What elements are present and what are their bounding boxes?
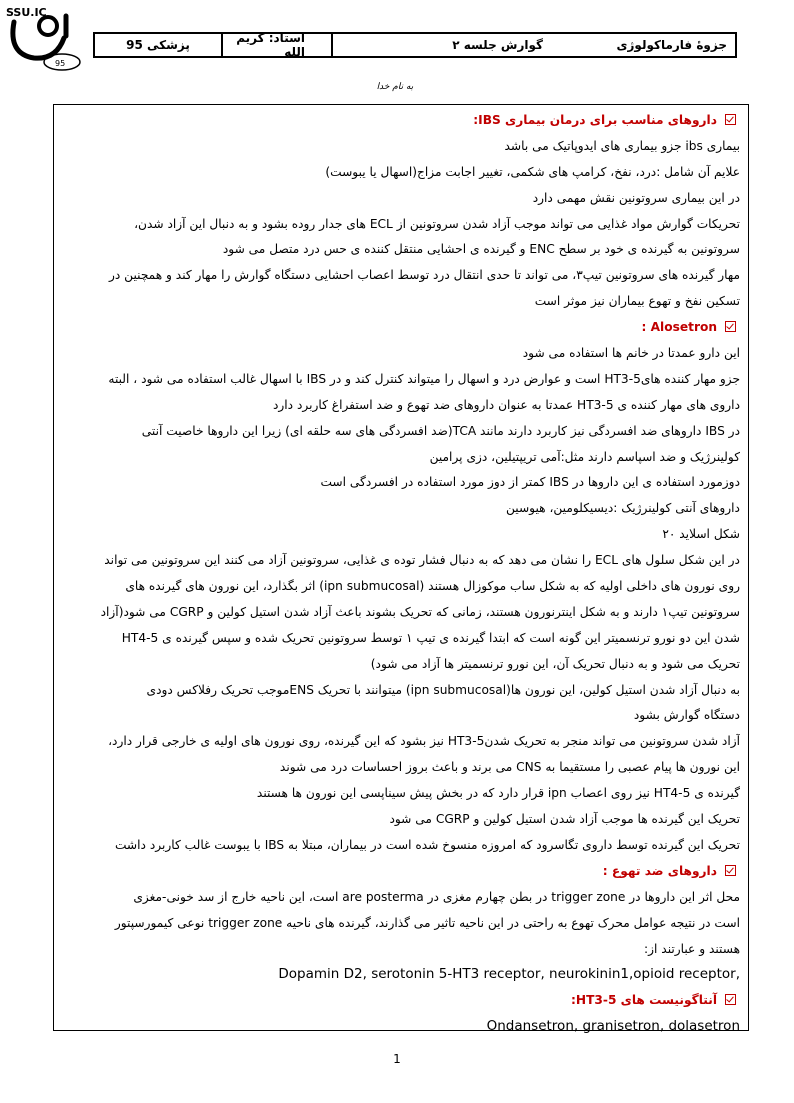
section-heading-text: داروهای ضد تهوع : xyxy=(602,863,717,878)
text-line: تحریک این گیرنده توسط داروی تگاسرود که امروزه منسوخ شده است در بیماران، مبتلا به IBS با یبوست غالب کاربرد داشت xyxy=(114,837,740,852)
logo-graphic xyxy=(4,2,96,74)
text-line: است در نتیجه عوامل محرک تهوع به راحتی در این ناحیه تاثیر می گذارند، گیرنده های ناحیه trigger zone نوعی کیمورسپتور xyxy=(114,915,740,930)
class-label: پزشکی 95 xyxy=(95,34,223,56)
session-title: گوارش جلسه ۲ xyxy=(452,38,543,52)
ssu-logo xyxy=(4,2,96,74)
notes-body xyxy=(53,104,749,1035)
section-heading xyxy=(60,108,740,134)
text-line: روی نورون های داخلی اولیه که به شکل ساب موکوزال هستند (ipn submucosal) اثر بگذارد، این نورون های گیرنده های xyxy=(125,579,740,594)
text-line: سروتونین تیپ۱ دارند و به شکل اینترنورون هستند، زمانی که تحریک بشوند باعث آزاد شدن استیل کولین و CGRP می شود(آزاد xyxy=(100,604,740,619)
checkbox-icon xyxy=(725,114,736,125)
text-line: شکل اسلاید ۲۰ xyxy=(662,527,740,542)
section-heading xyxy=(60,315,740,341)
text-line: در این بیماری سروتونین نقش مهمی دارد xyxy=(532,190,740,205)
text-line: محل اثر این داروها در trigger zone در بطن چهارم مغزی در are posterma است، این ناحیه خارج از سد خونی-مغزی xyxy=(133,889,740,904)
text-line: تسکین نفخ و تهوع بیماران نیز موثر است xyxy=(534,294,740,309)
course-title: جزوهٔ فارماکولوژی xyxy=(616,38,727,52)
text-line: داروی های مهار کننده ی 5-HT3 عمدتا به عنوان داروهای ضد تهوع و ضد استفراغ کاربرد دارد xyxy=(272,397,740,412)
text-line: در IBS داروهای ضد افسردگی نیز کاربرد دارند مانند TCA(ضد افسردگی های سه حلقه ای) زیرا این داروها خاصیت آنتی xyxy=(141,423,740,438)
text-line: بیماری ibs جزو بیماری های ایدوپاتیک می باشد xyxy=(504,138,740,153)
text-line: این دارو عمدتا در خانم ها استفاده می شود xyxy=(522,346,740,361)
text-line: کولینرژیک و ضد اسپاسم دارند مثل:آمی تریپتیلین، دزی پرامین xyxy=(429,449,740,464)
text-line: دوزمورد استفاده ی این داروها در IBS کمتر از دوز مورد استفاده در افسردگی است xyxy=(320,475,740,490)
section-heading-text: آنتاگونیست های 5-HT3: xyxy=(571,993,717,1008)
text-line: علایم آن شامل :درد، نفخ، کرامپ های شکمی، تغییر اجابت مزاج(اسهال یا یبوست) xyxy=(325,164,740,179)
page-number: 1 xyxy=(393,1052,401,1066)
text-line: آزاد شدن سروتونین می تواند منجر به تحریک شدن5-HT3 نیز بشود که این گیرنده، روی نورون های اولیه ی خارجی قرار دارد، xyxy=(108,734,740,749)
teacher-name: استاد: کریم الله xyxy=(223,34,333,56)
latin-text-line: Dopamin D2, serotonin 5-HT3 receptor, neurokinin1,opioid receptor, xyxy=(278,966,740,983)
svg-text:95: 95 xyxy=(55,59,66,68)
checkbox-icon xyxy=(725,865,736,876)
bismillah: به نام خدا xyxy=(376,82,414,92)
text-line: مهار گیرنده های سروتونین تیپ۳، می تواند تا حدی انتقال درد توسط اعصاب احشایی دستگاه گوارش را مهار کند و همچنین در xyxy=(109,268,740,283)
section-heading-text: داروهای مناسب برای درمان بیماری IBS: xyxy=(473,113,717,127)
text-line: شدن این دو نورو ترنسمیتر این گونه است که ابتدا گیرنده ی تیپ ۱ توسط سروتونین تحریک شده و سپس گیرنده ی 5-HT4 xyxy=(121,630,740,645)
text-line: سروتونین به گیرنده ی خود بر سطح ENC و گیرنده ی احشایی منتقل کننده ی حس درد متصل می شود xyxy=(222,242,740,257)
text-line: دستگاه گوارش بشود xyxy=(633,708,740,723)
text-line: گیرنده ی 5-HT4 نیز روی اعصاب ipn قرار دارد که در بخش پیش سیناپسی این نورون ها هستند xyxy=(256,786,740,801)
text-line: این نورون ها پیام عصبی را مستقیما به CNS می برند و باعث بروز احساسات درد می شوند xyxy=(279,760,740,775)
checkbox-icon xyxy=(725,994,736,1005)
text-line: داروهای آنتی کولینرژیک :دیسیکلومین، هیوسین xyxy=(506,501,740,516)
section-heading xyxy=(60,859,740,885)
section-heading-text: Alosetron : xyxy=(641,320,717,335)
text-line: تحریک این گیرنده ها موجب آزاد شدن استیل کولین و CGRP می شود xyxy=(389,812,740,827)
text-line: تحریکات گوارش مواد غذایی می تواند موجب آزاد شدن سروتونین از ECL های جدار روده بشود و به دنبال این آزاد شدن، xyxy=(134,216,740,231)
checkbox-icon xyxy=(725,321,736,332)
text-line: هستند و عبارتند از: xyxy=(644,941,740,956)
document-header xyxy=(93,32,737,58)
text-line: در این شکل سلول های ECL را نشان می دهد که به دنبال فشار توده ی غذایی، سروتونین آزاد می کنند این سروتونین می تواند xyxy=(104,553,740,568)
section-heading xyxy=(60,988,740,1014)
latin-text-line: Ondansetron, granisetron, dolasetron xyxy=(486,1018,740,1035)
text-line: جزو مهار کننده های5-HT3 است و عوارض درد و اسهال را میتواند کنترل کند و در IBS با اسهال غالب استفاده می شود ، البته xyxy=(108,371,740,386)
svg-text:SSU.IC: SSU.IC xyxy=(6,6,47,19)
text-line: تحریک می شود و به دنبال تحریک آن، این نورو ترنسمیتر ها آزاد می شود) xyxy=(370,656,740,671)
text-line: به دنبال آزاد شدن استیل کولین، این نورون ها(ipn submucosal) میتوانند با تحریک ENSموجب تحریک رفلاکس دودی xyxy=(146,682,740,697)
